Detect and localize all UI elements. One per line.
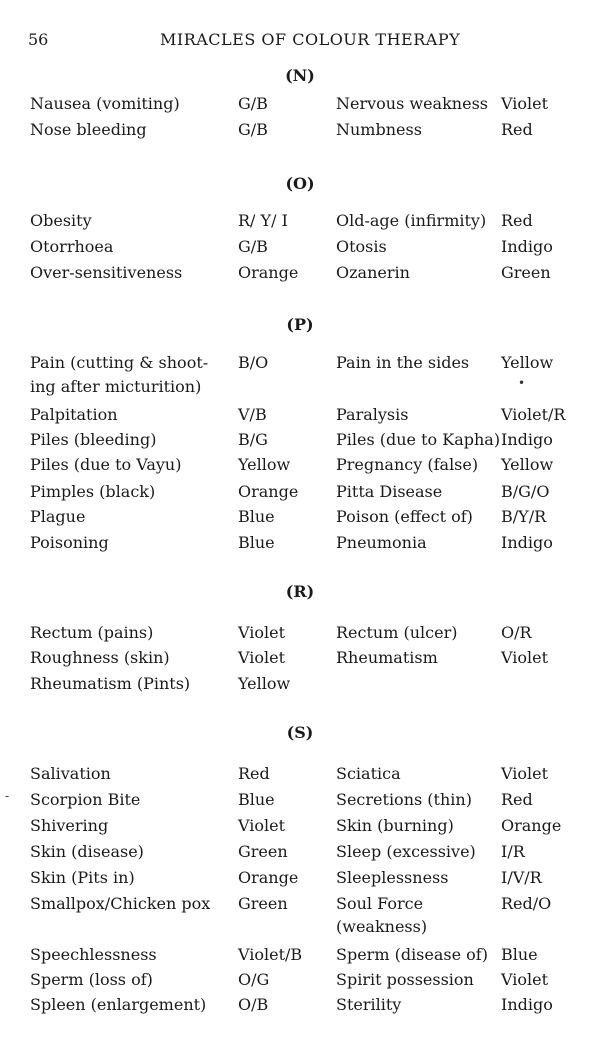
table-row (0, 533, 600, 559)
table-row (0, 482, 600, 508)
stray-dot: • (518, 376, 526, 390)
condition-2-cell: Pregnancy (false) (336, 455, 479, 474)
colour-cell: B/G (238, 430, 268, 449)
colour-cell: Orange (238, 482, 299, 501)
colour-cell: G/B (238, 120, 268, 139)
running-title: MIRACLES OF COLOUR THERAPY (160, 30, 461, 49)
colour-cell: O/G (238, 970, 270, 989)
condition-2-cell: Otosis (336, 237, 387, 256)
condition-2-cell: Sperm (disease of) (336, 945, 488, 964)
condition-2-cell: Ozanerin (336, 263, 410, 282)
colour-cell: Yellow (238, 674, 291, 693)
colour-2-cell: Red (501, 790, 533, 809)
stray-mark: - (5, 789, 10, 803)
condition-cell: Spleen (enlargement) (30, 995, 207, 1014)
page-header (0, 30, 600, 54)
table-row (0, 842, 600, 868)
colour-2-cell: B/G/O (501, 482, 550, 501)
table-row (0, 430, 600, 456)
table-row (0, 94, 600, 120)
colour-2-cell: I/R (501, 842, 525, 861)
colour-cell: Blue (238, 533, 275, 552)
condition-2-cell: Sleep (excessive) (336, 842, 476, 861)
colour-cell: Green (238, 894, 288, 913)
condition-cell: Rheumatism (Pints) (30, 674, 191, 693)
colour-2-cell: B/Y/R (501, 507, 547, 526)
condition-cell: Piles (due to Vayu) (30, 455, 182, 474)
table-row (0, 455, 600, 481)
colour-cell: Orange (238, 263, 299, 282)
table-row (0, 816, 600, 842)
table-row (0, 970, 600, 996)
colour-cell: Violet/B (238, 945, 303, 964)
table-row (0, 790, 600, 816)
table-row (0, 263, 600, 289)
condition-cell: Skin (Pits in) (30, 868, 135, 887)
colour-cell: Yellow (238, 455, 291, 474)
colour-2-cell: Indigo (501, 533, 553, 552)
condition-cell: Sperm (loss of) (30, 970, 153, 989)
colour-cell: G/B (238, 94, 268, 113)
condition-2-cell: (weakness) (336, 917, 428, 936)
condition-cell: Over-sensitiveness (30, 263, 183, 282)
table-row (0, 674, 600, 700)
colour-cell: Violet (238, 816, 286, 835)
table-row (0, 868, 600, 894)
colour-2-cell: Red (501, 120, 533, 139)
colour-2-cell: Indigo (501, 430, 553, 449)
table-row (0, 945, 600, 971)
condition-cell: Pain (cutting & shoot- (30, 353, 209, 372)
colour-cell: Violet (238, 623, 286, 642)
condition-2-cell: Pain in the sides (336, 353, 470, 372)
table-row (0, 995, 600, 1021)
colour-2-cell: O/R (501, 623, 532, 642)
condition-2-cell: Rheumatism (336, 648, 438, 667)
condition-cell: Scorpion Bite (30, 790, 141, 809)
condition-2-cell: Soul Force (336, 894, 424, 913)
condition-cell: Salivation (30, 764, 111, 783)
table-row (0, 353, 600, 379)
colour-2-cell: Red (501, 211, 533, 230)
colour-cell: O/B (238, 995, 269, 1014)
condition-cell: Piles (bleeding) (30, 430, 157, 449)
section-heading-n: (N) (285, 66, 315, 85)
condition-cell: Palpitation (30, 405, 118, 424)
condition-cell: Speechlessness (30, 945, 157, 964)
condition-cell: Otorrhoea (30, 237, 114, 256)
colour-cell: B/O (238, 353, 269, 372)
table-row (0, 623, 600, 649)
condition-2-cell: Numbness (336, 120, 422, 139)
condition-cell: Plague (30, 507, 86, 526)
condition-cell: Rectum (pains) (30, 623, 154, 642)
colour-2-cell: Violet/R (501, 405, 566, 424)
section-heading-s: (S) (286, 723, 314, 742)
colour-2-cell: Violet (501, 764, 549, 783)
condition-2-cell: Nervous weakness (336, 94, 488, 113)
colour-cell: Green (238, 842, 288, 861)
condition-2-cell: Sleeplessness (336, 868, 449, 887)
colour-cell: Violet (238, 648, 286, 667)
condition-2-cell: Spirit possession (336, 970, 474, 989)
colour-cell: Orange (238, 868, 299, 887)
colour-2-cell: Yellow (501, 353, 554, 372)
condition-cell: Pimples (black) (30, 482, 156, 501)
colour-cell: Blue (238, 507, 275, 526)
condition-2-cell: Old-age (infirmity) (336, 211, 487, 230)
colour-2-cell: Indigo (501, 995, 553, 1014)
table-row (0, 917, 600, 943)
colour-2-cell: Blue (501, 945, 538, 964)
table-row (0, 211, 600, 237)
colour-2-cell: I/V/R (501, 868, 542, 887)
colour-2-cell: Red/O (501, 894, 552, 913)
condition-cell: Nose bleeding (30, 120, 147, 139)
colour-cell: Red (238, 764, 270, 783)
colour-cell: Blue (238, 790, 275, 809)
section-heading-o: (O) (285, 174, 315, 193)
colour-2-cell: Violet (501, 648, 549, 667)
table-row (0, 764, 600, 790)
section-heading-r: (R) (285, 582, 315, 601)
condition-2-cell: Sciatica (336, 764, 401, 783)
condition-2-cell: Poison (effect of) (336, 507, 473, 526)
condition-2-cell: Rectum (ulcer) (336, 623, 458, 642)
condition-2-cell: Skin (burning) (336, 816, 454, 835)
condition-cell: Smallpox/Chicken pox (30, 894, 211, 913)
condition-2-cell: Piles (due to Kapha) (336, 430, 501, 449)
condition-cell: Poisoning (30, 533, 109, 552)
colour-cell: V/B (238, 405, 267, 424)
condition-2-cell: Sterility (336, 995, 402, 1014)
section-heading-p: (P) (286, 315, 314, 334)
condition-2-cell: Pitta Disease (336, 482, 443, 501)
condition-cell: Nausea (vomiting) (30, 94, 180, 113)
table-row (0, 120, 600, 146)
page-number: 56 (28, 30, 49, 49)
condition-2-cell: Paralysis (336, 405, 409, 424)
table-row (0, 507, 600, 533)
colour-2-cell: Orange (501, 816, 562, 835)
colour-2-cell: Yellow (501, 455, 554, 474)
table-row (0, 237, 600, 263)
condition-cell: Shivering (30, 816, 109, 835)
colour-2-cell: Green (501, 263, 551, 282)
condition-cell: Obesity (30, 211, 92, 230)
condition-cell: Skin (disease) (30, 842, 144, 861)
condition-cell: ing after micturition) (30, 377, 202, 396)
colour-2-cell: Violet (501, 94, 549, 113)
table-row (0, 377, 600, 403)
colour-cell: R/ Y/ I (238, 211, 288, 230)
condition-2-cell: Secretions (thin) (336, 790, 472, 809)
condition-cell: Roughness (skin) (30, 648, 170, 667)
colour-cell: G/B (238, 237, 268, 256)
colour-2-cell: Violet (501, 970, 549, 989)
condition-2-cell: Pneumonia (336, 533, 427, 552)
table-row (0, 405, 600, 431)
table-row (0, 648, 600, 674)
colour-2-cell: Indigo (501, 237, 553, 256)
